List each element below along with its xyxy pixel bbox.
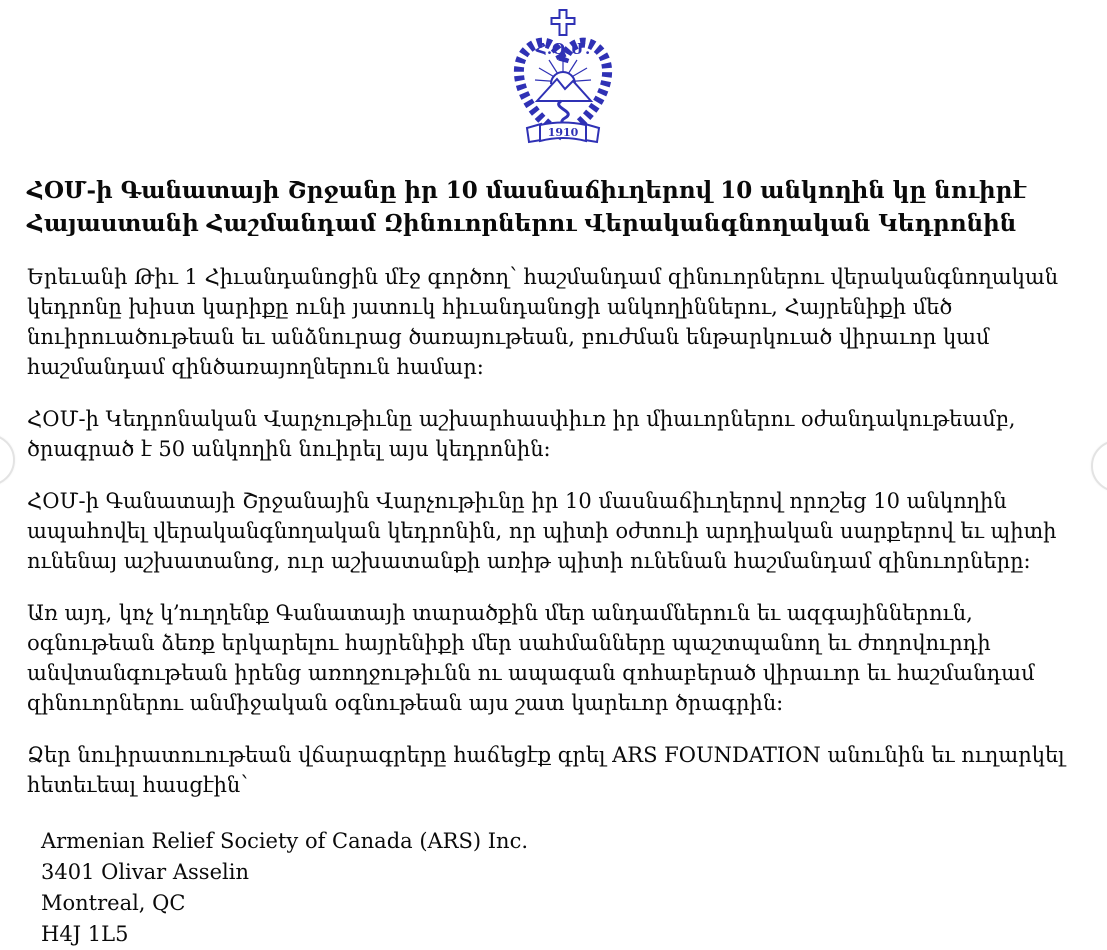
address-line-city: Montreal, QC bbox=[41, 891, 186, 915]
body-paragraph-5: Ձեր նուիրատուութեան վճարագրերը հաճեցէք գրել ARS FOUNDATION անունին եւ ուղարկել հետեւեալ հասցէին՝ bbox=[27, 743, 1065, 797]
cross-icon bbox=[552, 10, 575, 35]
address-line-org: Armenian Relief Society of Canada (ARS) Inc. bbox=[41, 829, 529, 853]
body-paragraph-2: ՀՕՄ-ի Կեդրոնական Վարչութիւնը աշխարհասփիւռ իր միաւորներու օժանդակութեամբ, ծրագրած է 50 անկողին նուիրել այս կեդրոնին։ bbox=[27, 407, 1016, 461]
ars-logo bbox=[27, 8, 1099, 150]
body-paragraph-3: ՀՕՄ-ի Գանատայի Շրջանային Վարչութիւնը իր 10 մասնաճիւղերով որոշեց 10 անկողին ապահովել վերականգնողական կեդրոնին, որ պիտի օժտուի արդիական սարքերով եւ պիտի ունենայ աշխատանոց, ուր աշխատանքի առիթ պիտի ունենան հաշմանդամ զինուորները։ bbox=[27, 489, 1057, 573]
address-block bbox=[41, 826, 1099, 950]
body-paragraph-1: Երեւանի Թիւ 1 Հիւանդանոցին մէջ գործող՝ հաշմանդամ զինուորներու վերականգնողական կեդրոնը խիստ կարիքը ունի յատուկ հիւանդանոցի անկողիններու, Հայրենիքի մեծ նուիրուածութեան եւ անձնուրաց ծառայութեան, բուժման ենթարկուած վիրաւոր կամ հաշմանդամ զինծառայողներուն համար։ bbox=[27, 265, 1059, 379]
logo-year: 1910 bbox=[547, 126, 579, 139]
address-line-postal: H4J 1L5 bbox=[41, 922, 129, 946]
page-title: ՀՕՄ-ի Գանատայի Շրջանը իր 10 մասնաճիւղերով 10 անկողին կը նուիրէ Հայաստանի Հաշմանդամ Զինուորներու Վերականգնողական Կեդրոնին bbox=[27, 177, 1027, 237]
ars-emblem-icon bbox=[503, 8, 623, 150]
logo-acronym: Հ.Օ.Մ. bbox=[535, 40, 591, 58]
address-line-street: 3401 Olivar Asselin bbox=[41, 860, 249, 884]
body-paragraph-4: Առ այդ, կոչ կ՚ուղղենք Գանատայի տարածքին մեր անդամներուն եւ ազգայիններուն, օգնութեան ձեռք երկարելու հայրենիքի մեր սահմանները պաշտպանող եւ ժողովուրդի անվտանգութեան իրենց առողջութիւնն ու ապագան զոհաբերած վիրաւոր եւ հաշմանդամ զինուորներու անմիջական օգնութեան այս շատ կարեւոր ծրագրին։ bbox=[27, 601, 1035, 715]
